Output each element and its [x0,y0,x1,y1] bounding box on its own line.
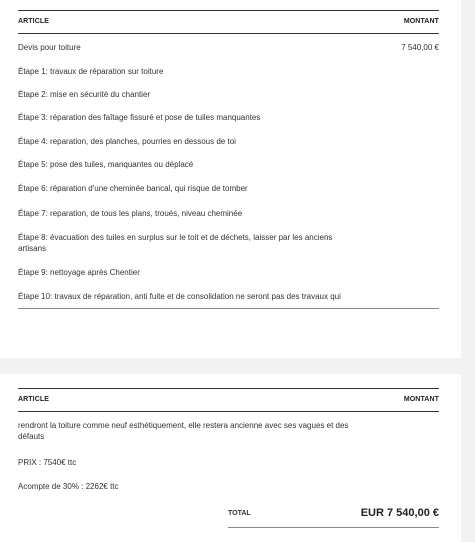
total-value: EUR 7 540,00 € [360,507,439,519]
step-item: Étape 2: mise en sécurité du chantier [18,90,151,99]
step-item: Étape 4: reparation, des planches, pourries en dessous de toi [18,137,236,146]
column-header-article: ARTICLE [18,18,50,25]
table-header [18,10,439,34]
step-item: Étape 9: nettoyage après Chentier [18,268,140,277]
price-line: PRIX : 7540€ ttc [18,458,77,467]
step-item: Étape 10: travaux de réparation, anti fuite et de consolidation ne seront pas des travaux qui [18,292,341,301]
column-header-montant: MONTANT [403,18,439,25]
table-row [18,42,439,53]
quote-page-2 [0,374,461,542]
step-item: Étape 3: réparation des faîtage fissuré et pose de tuiles manquantes [18,113,261,122]
step-item: Étape 8: évacuation des tuiles en surplus sur le toit et de déchets, laisser par les anciens artisans [18,233,333,253]
column-header-montant: MONTANT [403,396,439,403]
quote-amount: 7 540,00 € [401,43,439,52]
total-label: TOTAL [228,510,251,517]
table-header [18,388,439,412]
step-item: Étape 1: travaux de réparation sur toiture [18,67,164,76]
row-divider [18,308,439,309]
quote-table [18,10,439,301]
continuation-text: rendront la toiture comme neuf esthétiquement, elle restera ancienne avec ses vagues et des défauts [18,421,349,441]
quote-title: Devis pour toiture [18,43,81,52]
step-item: Étape 7: reparation, de tous les plans, troués, niveau cheminée [18,209,243,218]
total-divider [228,527,439,528]
quote-table-continued [18,388,439,491]
step-item: Étape 6: réparation d'une cheminée bancal, qui risque de tomber [18,184,248,193]
step-item: Étape 5: pose des tuiles, manquantes ou déplacé [18,160,194,169]
deposit-line: Acompte de 30% : 2262€ ttc [18,482,119,491]
column-header-article: ARTICLE [18,396,50,403]
